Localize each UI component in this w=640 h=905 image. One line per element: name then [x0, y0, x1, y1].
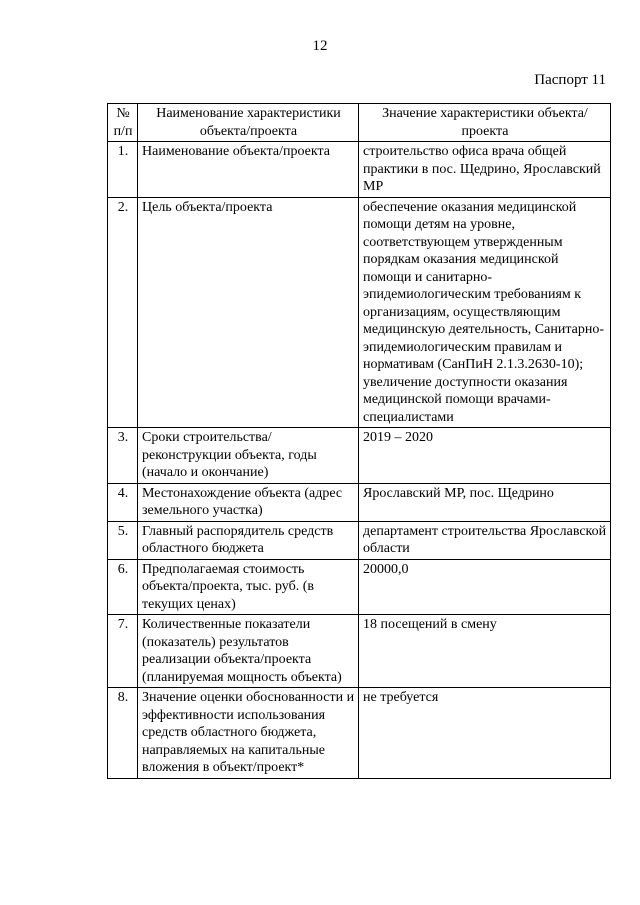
header-characteristic-value: Значение характеристики объекта/проекта: [359, 104, 611, 142]
table-header-row: [108, 104, 611, 142]
table-row: [108, 142, 611, 198]
table-row: [108, 521, 611, 559]
table-row: [108, 559, 611, 615]
row-label: Значение оценки обоснованности и эффективности использования средств областного бюджета, направляемых на капитальные вложения в объект/проект*: [138, 688, 359, 779]
header-characteristic-name: Наименование характеристики объекта/проекта: [138, 104, 359, 142]
row-value: не требуется: [359, 688, 611, 779]
row-number: 6.: [108, 559, 138, 615]
row-label: Количественные показатели (показатель) результатов реализации объекта/проекта (планируемая мощность объекта): [138, 615, 359, 688]
table-row: [108, 483, 611, 521]
table-row: [108, 688, 611, 779]
row-number: 1.: [108, 142, 138, 198]
table-row: [108, 197, 611, 428]
row-label: Местонахождение объекта (адрес земельного участка): [138, 483, 359, 521]
row-number: 4.: [108, 483, 138, 521]
row-number: 5.: [108, 521, 138, 559]
row-value: 18 посещений в смену: [359, 615, 611, 688]
header-number: № п/п: [108, 104, 138, 142]
passport-label: Паспорт 11: [534, 72, 606, 88]
row-value: строительство офиса врача общей практики в пос. Щедрино, Ярославский МР: [359, 142, 611, 198]
row-value: обеспечение оказания медицинской помощи детям на уровне, соответствующем утвержденным порядкам оказания медицинской помощи и санитарно-эпидемиологическим требованиям к организациям, осуществляющим медицинскую деятельность, Санитарно-эпидемиологическим правилам и нормативам (СанПиН 2.1.3.2630-10); увеличение доступности оказания медицинской помощи врачами-специалистами: [359, 197, 611, 428]
row-value: 2019 – 2020: [359, 428, 611, 484]
table-row: [108, 428, 611, 484]
row-value: Ярославский МР, пос. Щедрино: [359, 483, 611, 521]
row-number: 3.: [108, 428, 138, 484]
row-label: Главный распорядитель средств областного бюджета: [138, 521, 359, 559]
row-label: Наименование объекта/проекта: [138, 142, 359, 198]
row-label: Цель объекта/проекта: [138, 197, 359, 428]
table-row: [108, 615, 611, 688]
row-number: 7.: [108, 615, 138, 688]
row-value: 20000,0: [359, 559, 611, 615]
row-label: Предполагаемая стоимость объекта/проекта, тыс. руб. (в текущих ценах): [138, 559, 359, 615]
row-value: департамент строительства Ярославской области: [359, 521, 611, 559]
row-number: 8.: [108, 688, 138, 779]
row-label: Сроки строительства/реконструкции объекта, годы (начало и окончание): [138, 428, 359, 484]
row-number: 2.: [108, 197, 138, 428]
passport-table: [107, 103, 611, 779]
page-number: 12: [312, 38, 328, 54]
